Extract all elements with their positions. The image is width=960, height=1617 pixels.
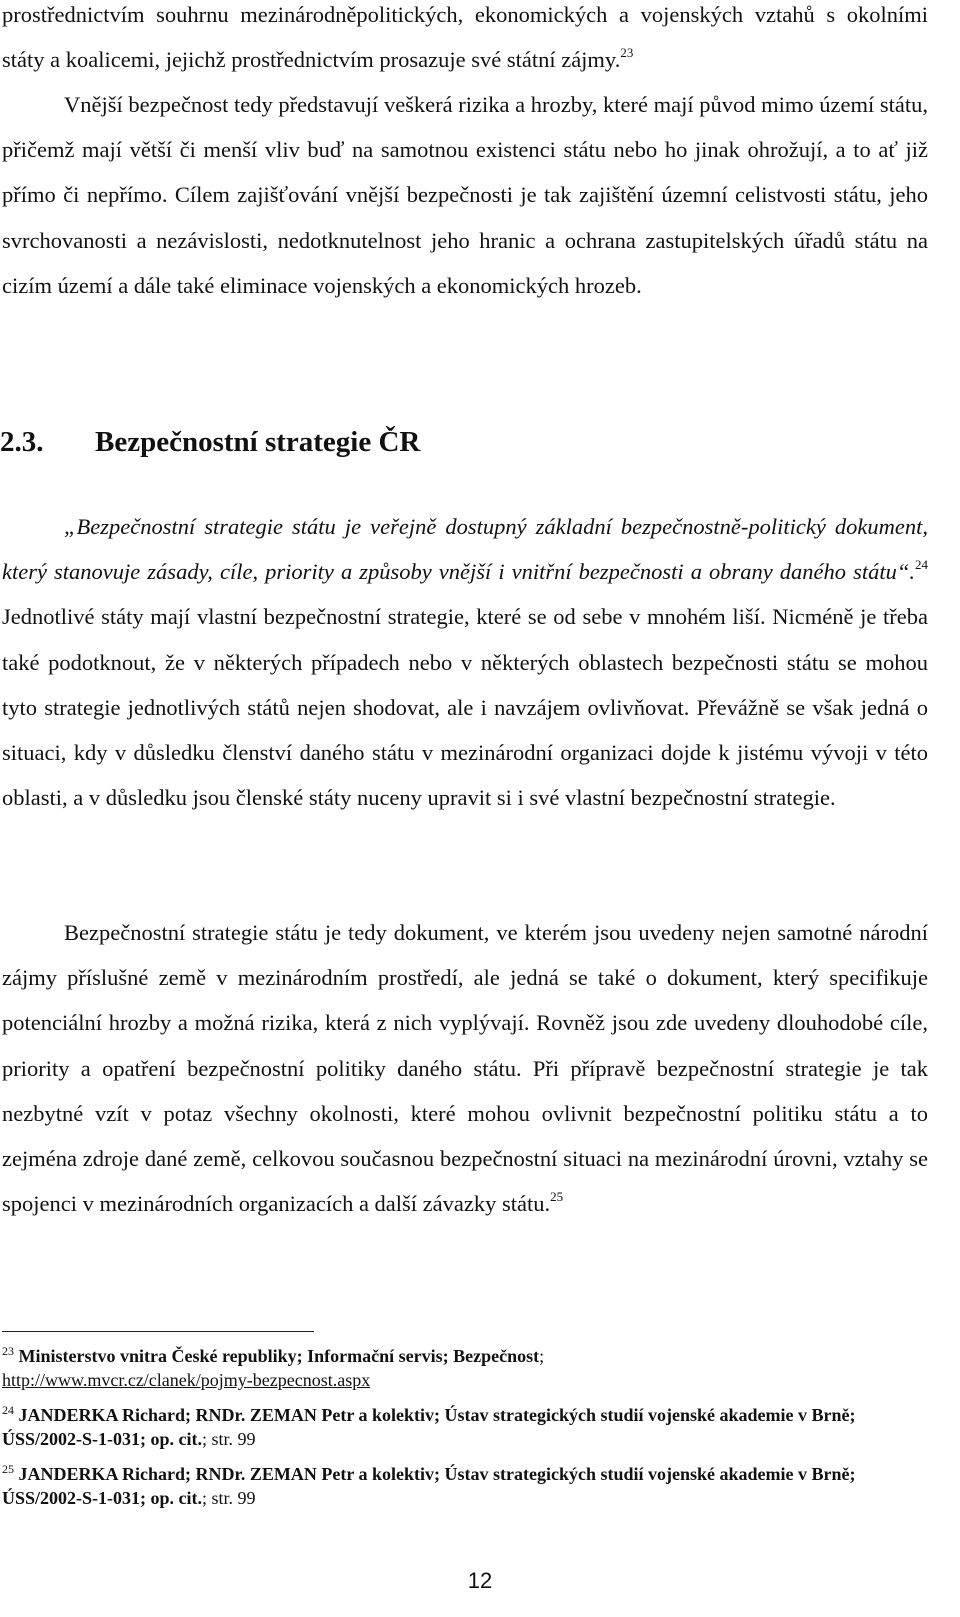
footnote-source: JANDERKA Richard; RNDr. ZEMAN Petr a kolektiv; Ústav strategických studií vojenské akademie v Brně; ÚSS/2002-S-1-031; op. cit. [2,1405,856,1449]
strategy-paragraph-2 [2,910,928,1226]
section-title: Bezpečnostní strategie ČR [95,426,421,458]
intro-text: prostřednictvím souhrnu mezinárodněpolitických, ekonomických a vojenských vztahů s okolními státy a koalicemi, jejichž prostřednictvím prosazuje své státní zájmy. [2,2,928,73]
section-heading [0,422,420,462]
footnote-rest: ; [539,1346,545,1366]
intro-paragraph [2,0,928,82]
footnote-link[interactable]: http://www.mvcr.cz/clanek/pojmy-bezpecnost.aspx [2,1370,371,1390]
strategy-quote: „Bezpečnostní strategie státu je veřejně dostupný základní bezpečnostně-politický dokument, který stanovuje zásady, cíle, priority a způsoby vnější i vnitřní bezpečnosti a obrany daného státu“. [2,514,928,585]
footnote-number: 23 [2,1344,14,1358]
strategy-paragraph-1 [2,504,928,820]
footnote-number: 24 [2,1403,14,1417]
footnote-ref-23[interactable]: 23 [620,45,634,61]
external-security-paragraph: Vnější bezpečnost tedy představují veškerá rizika a hrozby, které mají původ mimo území státu, přičemž mají větší či menší vliv buď na samotnou existenci státu nebo ho jinak ohrožují, a to ať již přímo či nepřímo. Cílem zajišťování vnější bezpečnosti je tak zajištění územní celistvosti státu, jeho svrchovanosti a nezávislosti, nedotknutelnost jeho hranic a ochrana zastupitelských úřadů státu na cizím území a dále také eliminace vojenských a ekonomických hrozeb. [2,92,928,298]
footnote-separator [2,1331,314,1332]
footnote-number: 25 [2,1462,14,1476]
footnote-source: JANDERKA Richard; RNDr. ZEMAN Petr a kolektiv; Ústav strategických studií vojenské akademie v Brně; ÚSS/2002-S-1-031; op. cit. [2,1464,856,1508]
strategy-text-1: Jednotlivé státy mají vlastní bezpečnostní strategie, které se od sebe v mnohém liší. Nicméně je třeba také podotknout, že v některých případech nebo v některých oblastech bezpečnosti státu se mohou tyto strategie jednotlivých států nejen shodovat, ale i navzájem ovlivňovat. Převážně se však jedná o situaci, kdy v důsledku členství daného státu v mezinárodní organizaci dojde k jistému vývoji v této oblasti, a v důsledku jsou členské státy nuceny upravit si i své vlastní bezpečnostní strategie. [2,604,928,811]
footnote-25 [2,1462,922,1510]
footnote-ref-24[interactable]: 24 [915,557,928,573]
section-number: 2.3. [0,426,44,458]
footnote-rest: ; str. 99 [202,1429,256,1449]
page-number: 12 [467,1568,493,1593]
strategy-text-2: Bezpečnostní strategie státu je tedy dokument, ve kterém jsou uvedeny nejen samotné národní zájmy příslušné země v mezinárodním prostředí, ale jedná se také o dokument, který specifikuje potenciální hrozby a možná rizika, která z nich vyplývají. Rovněž jsou zde uvedeny dlouhodobé cíle, priority a opatření bezpečnostní politiky daného státu. Při přípravě bezpečnostní strategie je tak nezbytné vzít v potaz všechny okolnosti, které mohou ovlivnit bezpečnostní politiku státu a to zejména zdroje dané země, celkovou současnou bezpečnostní situaci na mezinárodní úrovni, vztahy se spojenci v mezinárodních organizacích a další závazky státu. [2,920,928,1217]
footnote-23 [2,1344,922,1392]
footnote-source: Ministerstvo vnitra České republiky; Informační servis; Bezpečnost [18,1346,540,1366]
footnote-rest: ; str. 99 [202,1488,256,1508]
footnote-ref-25[interactable]: 25 [550,1189,564,1205]
footnote-24 [2,1403,922,1451]
